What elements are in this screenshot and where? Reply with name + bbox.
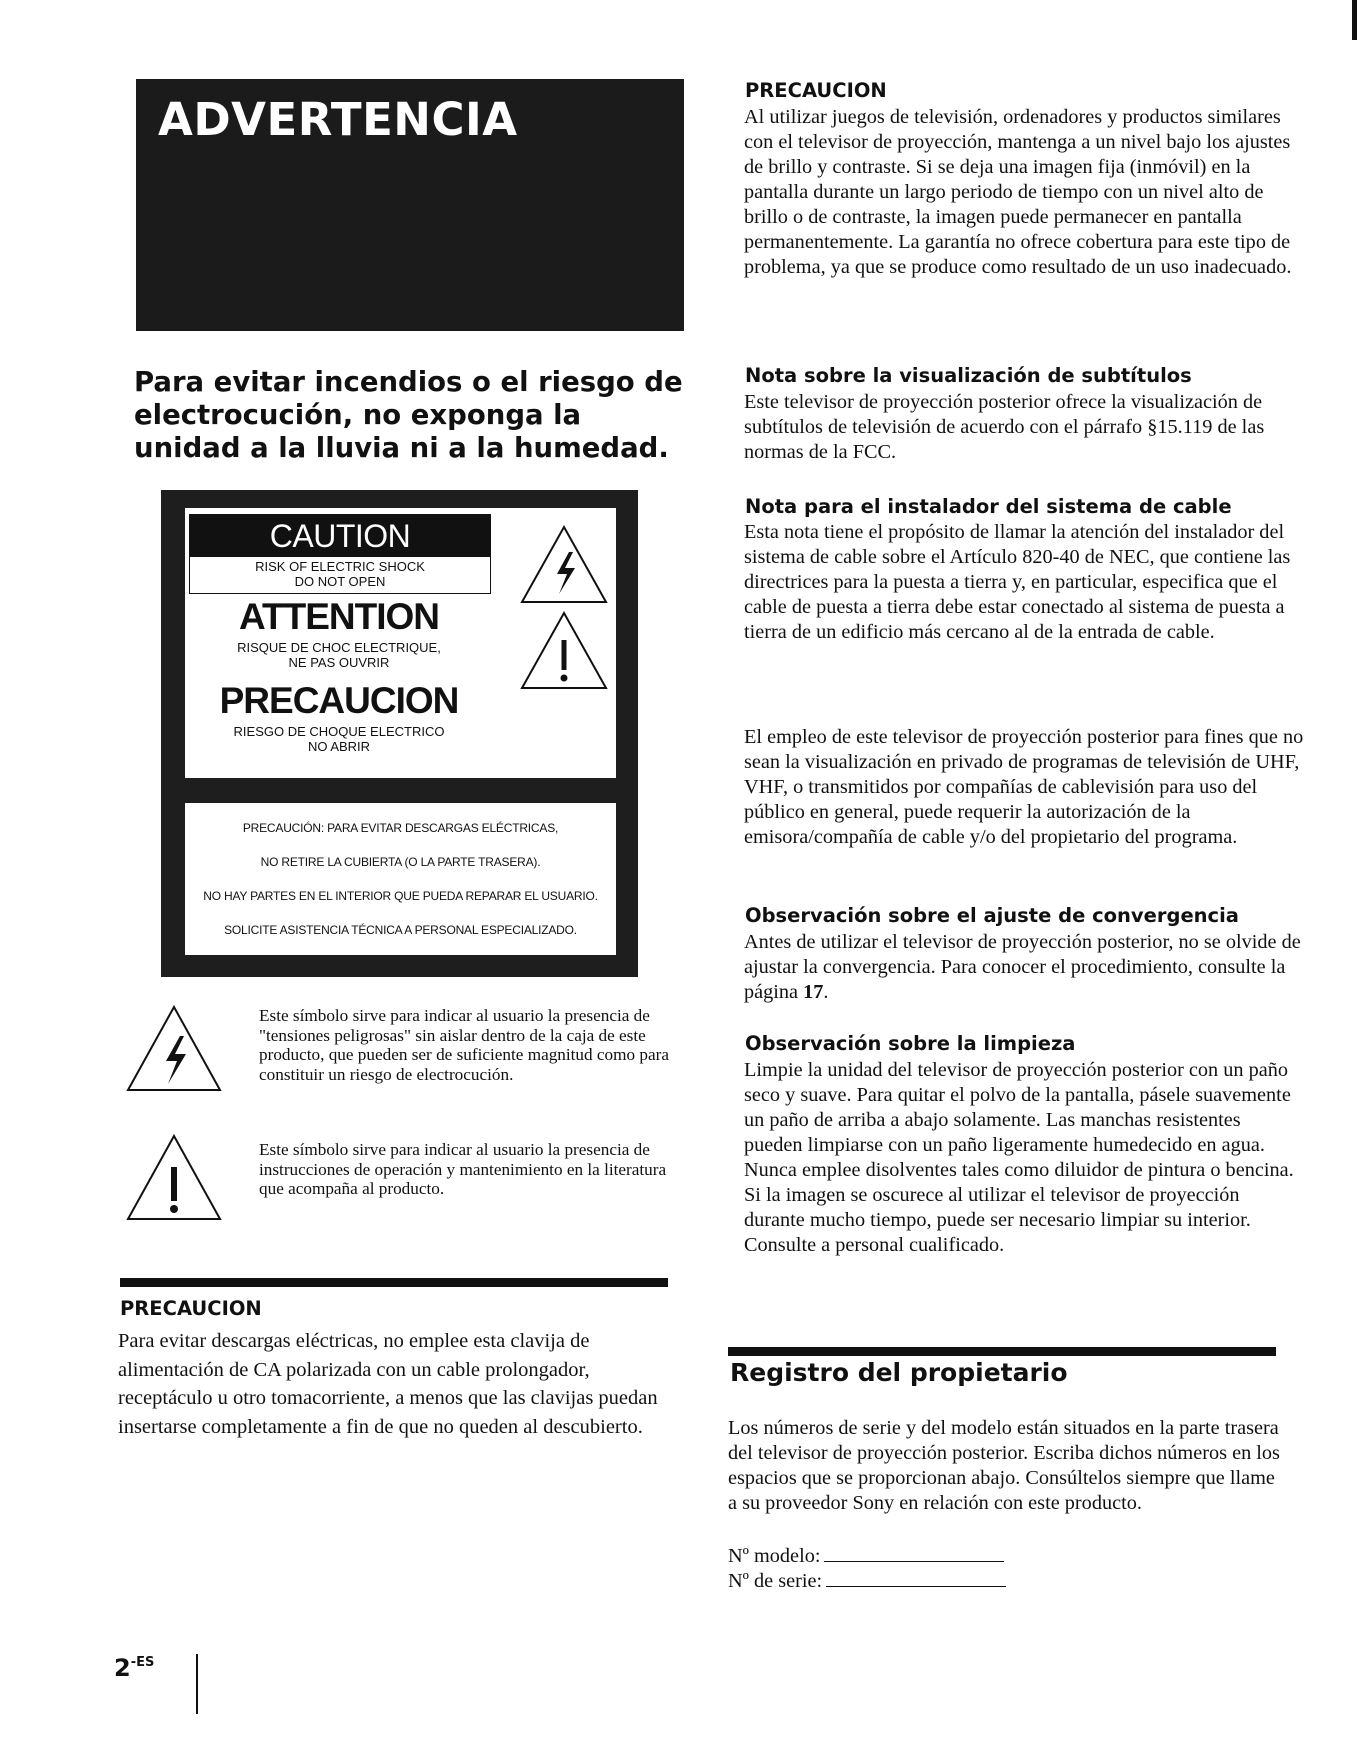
section-body: Esta nota tiene el propósito de llamar la atención del instalador del sistema de cable sobre el Artículo 820-40 de NEC, que contiene las directrices para la puesta a tierra y, en particular, especifica que el cable de puesta a tierra debe estar conectado al sistema de puesta a tierra de un edificio más cercano al de la entrada de cable. (744, 521, 1291, 643)
section-body: Al utilizar juegos de televisión, ordenadores y productos similares con el televisor de proyección, mantenga a un nivel bajo los ajustes de brillo y contraste. Si se deja una imagen fija (inmóvil) en la pantalla durante un largo periodo de tiempo con un nivel alto de brillo o de contraste, la imagen puede permanecer en pantalla permanentemente. La garantía no ofrece cobertura para este tipo de problema, ya que se produce como resultado de un uso inadecuado. (744, 106, 1292, 278)
section-divider (728, 1347, 1276, 1356)
notice-line: NO HAY PARTES EN EL INTERIOR QUE PUEDA REPARAR EL USUARIO. (203, 889, 598, 903)
serial-number-label: Nº de serie: (728, 1570, 823, 1592)
precaucion-sub-line: RIESGO DE CHOQUE ELECTRICO (233, 724, 445, 739)
section-divider (120, 1278, 668, 1287)
main-warning-text: Para evitar incendios o el riesgo de electrocución, no exponga la unidad a la lluvia ni a la humedad. (134, 366, 683, 464)
lightning-symbol-description: Este símbolo sirve para indicar al usuario la presencia de "tensiones peligrosas" sin aislar dentro de la caja de este producto, que pueden ser de suficiente magnitud como para constituir un riesgo de electrocución. (259, 1006, 669, 1084)
caution-subtext (190, 559, 490, 589)
page-number-suffix: -ES (130, 1655, 155, 1670)
precaucion-section-body: Para evitar descargas eléctricas, no emplee esta clavija de alimentación de CA polarizada con un cable prolongador, receptáculo u otro tomacorriente, a menos que las clavijas puedan insertarse completamente a fin de que no queden al descubierto. (118, 1330, 658, 1438)
lightning-symbol-icon (124, 1004, 224, 1094)
advertencia-banner (136, 79, 684, 331)
attention-subtext (189, 640, 489, 670)
caution-block (189, 514, 491, 594)
caution-sub-line: RISK OF ELECTRIC SHOCK (255, 559, 425, 574)
model-number-label: Nº modelo: (728, 1545, 821, 1567)
notice-line: SOLICITE ASISTENCIA TÉCNICA A PERSONAL ESPECIALIZADO. (224, 923, 577, 937)
page-number-value: 2 (114, 1654, 131, 1682)
convergence-text-end: . (823, 981, 829, 1003)
registro-body: Los números de serie y del modelo están situados en la parte trasera del televisor de proyección posterior. Escriba dichos números en los espacios que se proporcionan abajo. Consúltelos siempre que llame a su proveedor Sony en relación con este producto. (728, 1417, 1280, 1514)
section-heading: Observación sobre la limpieza (745, 1032, 1076, 1055)
caution-label (185, 508, 616, 778)
section-body: Limpie la unidad del televisor de proyección posterior con un paño seco y suave. Para quitar el polvo de la pantalla, pásele suavemente un paño de arriba a abajo solamente. Las manchas resistentes pueden limpiarse con un paño ligeramente humedecido en agua. Nunca emplee disolventes tales como diluidor de pintura o bencina. Si la imagen se oscurece al utilizar el televisor de proyección durante mucho tiempo, puede ser necesario limpiar su interior. Consulte a personal cualificado. (744, 1059, 1294, 1256)
section-heading: Nota para el instalador del sistema de cable (745, 495, 1232, 518)
page-number (114, 1654, 154, 1682)
precaucion-sub-line: NO ABRIR (307, 739, 371, 754)
section-heading: Observación sobre el ajuste de convergencia (745, 904, 1239, 927)
serial-number-blank (826, 1568, 1006, 1587)
section-body: El empleo de este televisor de proyección posterior para fines que no sean la visualización en privado de programas de televisión de UHF, VHF, o transmitidos por compañías de cablevisión para uso del público en general, puede requerir la autorización de la emisora/compañía de cable y/o del propietario del programa. (744, 726, 1304, 848)
precaucion-section-heading: PRECAUCION (120, 1297, 262, 1320)
section-body (744, 930, 1304, 1005)
notice-line: PRECAUCIÓN: PARA EVITAR DESCARGAS ELÉCTRICAS, (242, 821, 559, 835)
registro-heading: Registro del propietario (730, 1358, 1068, 1387)
section-body: Este televisor de proyección posterior ofrece la visualización de subtítulos de televisión de acuerdo con el párrafo §15.119 de las normas de la FCC. (744, 391, 1265, 463)
page-reference: 17 (803, 981, 824, 1003)
attention-sub-line: RISQUE DE CHOC ELECTRIQUE, (237, 640, 441, 655)
convergence-text: Antes de utilizar el televisor de proyección posterior, no se olvide de ajustar la convergencia. Para conocer el procedimiento, consulte la página (744, 931, 1301, 1003)
attention-heading: ATTENTION (239, 596, 439, 637)
precaucion-subtext (189, 724, 489, 754)
page-number-divider (196, 1654, 198, 1714)
attention-sub-line: NE PAS OUVRIR (288, 655, 390, 670)
section-heading: PRECAUCION (745, 79, 887, 102)
model-number-field (728, 1543, 1004, 1569)
serial-number-field (728, 1568, 1006, 1594)
exclamation-symbol-description: Este símbolo sirve para indicar al usuario la presencia de instrucciones de operación y mantenimiento en la literatura que acompaña al producto. (259, 1140, 667, 1198)
lightning-warning-icon (519, 524, 609, 606)
caution-label-panel (161, 490, 638, 977)
model-number-blank (824, 1543, 1004, 1562)
notice-line: NO RETIRE LA CUBIERTA (O LA PARTE TRASERA). (260, 855, 541, 869)
page-title: ADVERTENCIA (158, 93, 518, 146)
caution-notice (185, 803, 616, 955)
scan-edge-mark (1352, 0, 1357, 40)
section-heading: Nota sobre la visualización de subtítulos (745, 364, 1192, 387)
caution-sub-line: DO NOT OPEN (294, 574, 386, 589)
precaucion-heading: PRECAUCION (219, 680, 459, 721)
exclamation-symbol-icon (124, 1133, 224, 1223)
caution-heading: CAUTION (190, 515, 490, 557)
exclamation-warning-icon (519, 610, 609, 692)
